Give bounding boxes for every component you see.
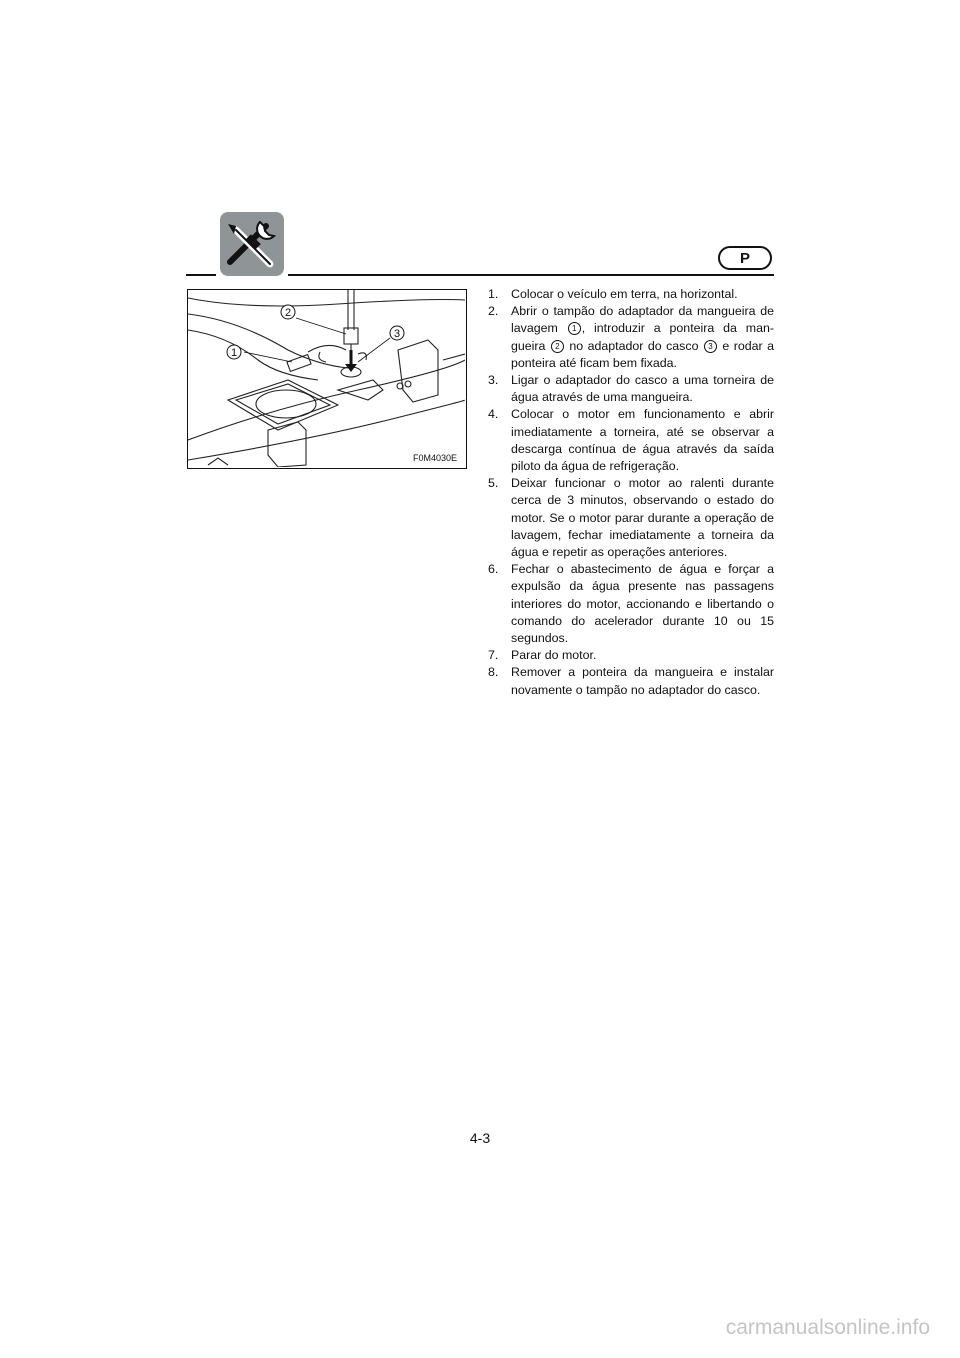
step-number: 7. [488, 648, 499, 663]
callout-ref: 1 [568, 322, 581, 335]
step-item [488, 372, 774, 406]
step-item [488, 303, 774, 372]
step-item [488, 406, 774, 475]
step-item [488, 286, 774, 303]
step-item [488, 664, 774, 698]
step-number: 3. [488, 373, 499, 388]
figure-callout-2: 2 [284, 307, 292, 319]
step-text: Fechar o abastecimento de água e forçar a expulsão da água presente nas passagens interiores do motor, accionando e libertando o comando do acelerador durante 10 ou 15 segundos. [511, 562, 774, 646]
header-rule-left [186, 274, 216, 276]
callout-ref: 3 [704, 340, 717, 353]
step-text: Colocar o veículo em terra, na horizontal. [511, 287, 738, 301]
figure-code: F0M4030E [412, 453, 457, 463]
figure-callout-3: 3 [393, 328, 401, 340]
flushing-steps-list [488, 286, 774, 699]
step-text: Deixar funcionar o motor ao ralenti durante cerca de 3 minutos, observando o estado do motor. Se o motor parar durante a operação de lavagem, fechar imediatamente a torneira da água e repetir as operações anteriores. [511, 476, 774, 560]
figure-callout-1: 1 [230, 347, 238, 359]
step-number: 4. [488, 407, 499, 422]
step-text: Remover a ponteira da mangueira e instalar novamente o tampão no adaptador do casco. [511, 665, 774, 697]
header-rule-right [288, 274, 774, 276]
step-number: 8. [488, 665, 499, 680]
step-item [488, 647, 774, 664]
page-number: 4-3 [469, 1130, 491, 1146]
step-number: 1. [488, 287, 499, 301]
step-item [488, 475, 774, 561]
step-text: e rodar a ponteira até ficam bem fixada. [511, 338, 774, 370]
step-text: Colocar o motor em funcionamento e abrir imediatamente a torneira, até se observar a descarga contínua de água através da saída piloto da água de refrigeração. [511, 407, 774, 474]
callout-ref: 2 [551, 340, 564, 353]
step-number: 2. [488, 304, 499, 319]
step-text: Abrir o tampão do adaptador da mangueira de lavagem [511, 304, 774, 336]
step-text: , introduzir a ponteira da man-gueira [511, 321, 775, 353]
step-number: 6. [488, 562, 499, 577]
step-number: 5. [488, 476, 499, 491]
hull-flush-adapter-figure [187, 289, 467, 469]
language-badge: P [718, 246, 772, 270]
maintenance-tools-icon [220, 212, 284, 276]
step-item [488, 561, 774, 647]
step-text: Parar do motor. [511, 648, 597, 663]
watermark: carmanualsonline.info [725, 1316, 930, 1339]
step-text: Ligar o adaptador do casco a uma torneira de água através de uma mangueira. [511, 373, 774, 405]
step-text: no adaptador do casco [564, 338, 703, 353]
